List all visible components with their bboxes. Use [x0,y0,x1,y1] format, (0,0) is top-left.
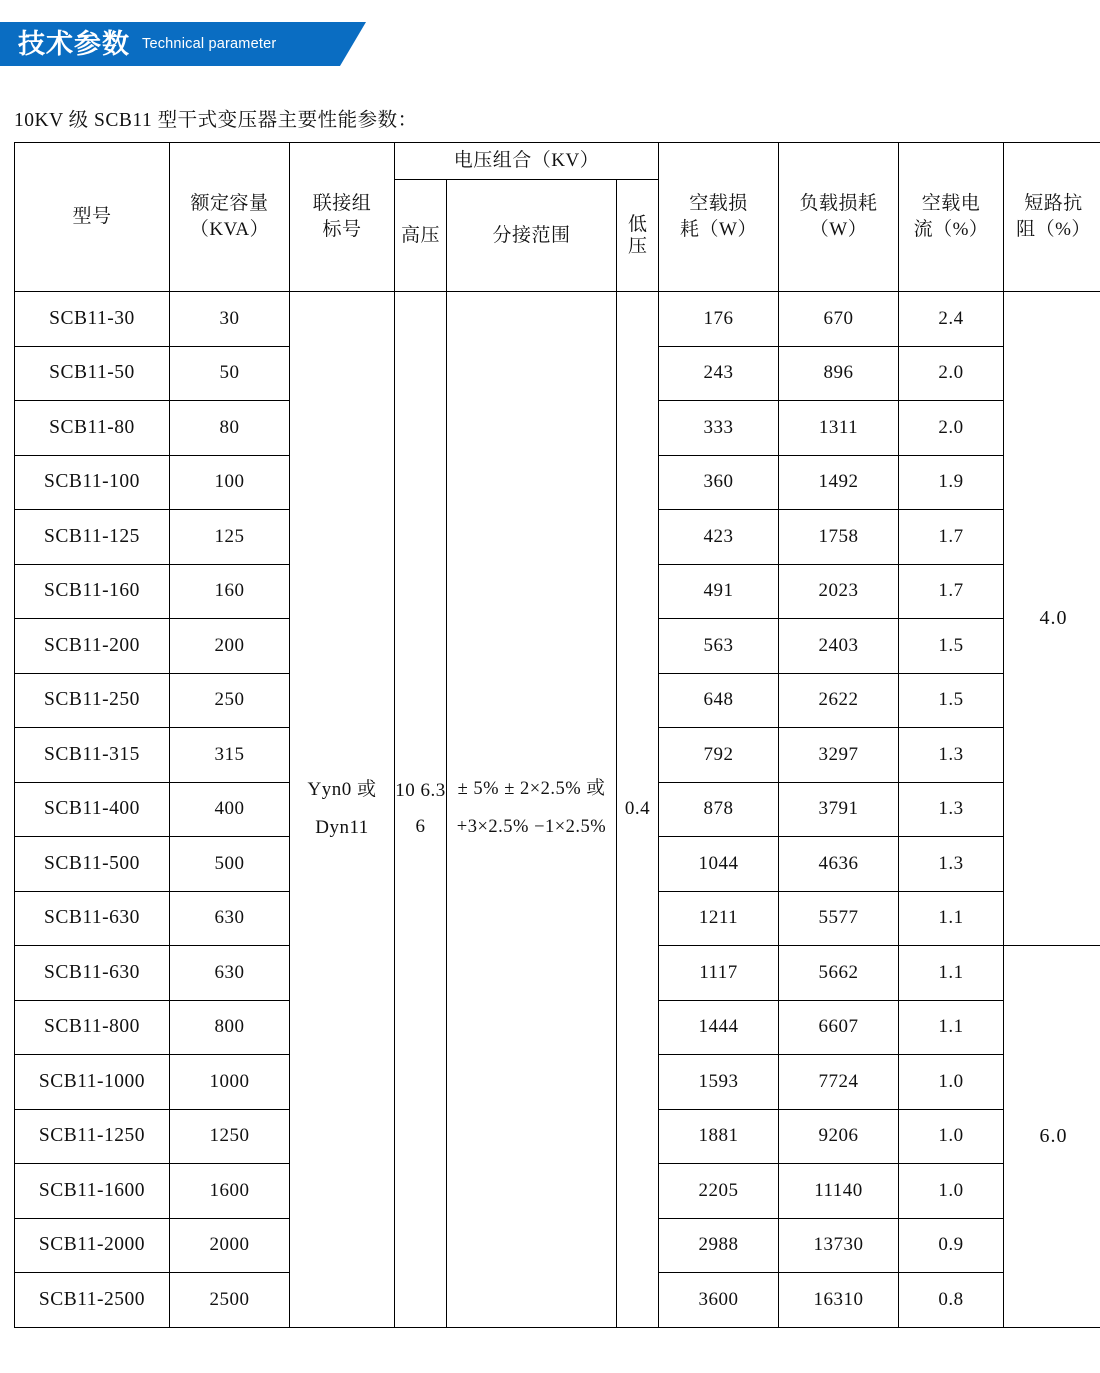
header-short-circuit-line1: 短路抗 [1024,193,1083,215]
cell-no-load-loss: 176 [659,292,779,347]
cell-no-load-loss: 648 [659,673,779,728]
header-rated-capacity [170,143,290,292]
cell-model: SCB11-250 [15,673,170,728]
cell-tap-range [447,292,617,1328]
connection-group-line2: 或 [356,779,377,801]
header-high-voltage: 高压 [395,180,447,292]
cell-no-load-loss: 2988 [659,1218,779,1273]
cell-capacity: 315 [170,728,290,783]
cell-no-load-current: 1.1 [899,1000,1004,1055]
cell-model: SCB11-315 [15,728,170,783]
cell-load-loss: 670 [779,292,899,347]
tap-range-line5: −1×2.5% [534,817,607,838]
cell-no-load-current: 2.4 [899,292,1004,347]
high-voltage-line1: 10 [395,780,416,802]
cell-load-loss: 1758 [779,510,899,565]
cell-no-load-loss: 1593 [659,1055,779,1110]
tap-range-line1: ± 5% [457,779,500,800]
header-low-voltage-char1: 低 [628,213,648,235]
cell-no-load-current: 0.8 [899,1273,1004,1328]
tap-range-line4: +3×2.5% [456,817,529,838]
page-header-banner [0,0,1100,88]
tap-range-line2: ± 2×2.5% [504,779,582,800]
cell-load-loss: 5662 [779,946,899,1001]
cell-no-load-current: 1.7 [899,564,1004,619]
header-load-loss [779,143,899,292]
cell-capacity: 80 [170,401,290,456]
cell-capacity: 2500 [170,1273,290,1328]
cell-load-loss: 1311 [779,401,899,456]
cell-no-load-loss: 563 [659,619,779,674]
cell-load-loss: 6607 [779,1000,899,1055]
cell-model: SCB11-1250 [15,1109,170,1164]
cell-no-load-loss: 1044 [659,837,779,892]
cell-no-load-loss: 878 [659,782,779,837]
cell-load-loss: 5577 [779,891,899,946]
cell-no-load-current: 1.3 [899,837,1004,892]
cell-capacity: 125 [170,510,290,565]
banner-title-en: Technical parameter [142,36,277,52]
header-connection-line2: 标号 [322,219,362,240]
cell-capacity: 160 [170,564,290,619]
cell-capacity: 250 [170,673,290,728]
cell-model: SCB11-200 [15,619,170,674]
spec-table-wrapper [14,142,1091,1328]
cell-model: SCB11-2000 [15,1218,170,1273]
cell-model: SCB11-30 [15,292,170,347]
header-load-loss-line1: 负载损耗 [799,193,878,215]
cell-no-load-current: 1.7 [899,510,1004,565]
cell-no-load-current: 1.1 [899,891,1004,946]
cell-no-load-current: 1.0 [899,1164,1004,1219]
table-row [15,292,1100,347]
header-load-loss-line2: （W） [809,219,868,240]
high-voltage-line3: 6 [415,816,426,838]
high-voltage-line2: 6.3 [420,780,446,802]
header-model: 型号 [15,143,170,292]
cell-no-load-current: 1.3 [899,782,1004,837]
cell-no-load-loss: 792 [659,728,779,783]
connection-group-line3: Dyn11 [315,817,369,839]
cell-model: SCB11-80 [15,401,170,456]
cell-model: SCB11-630 [15,891,170,946]
cell-no-load-loss: 1117 [659,946,779,1001]
cell-capacity: 100 [170,455,290,510]
table-head [15,143,1100,292]
cell-load-loss: 3791 [779,782,899,837]
cell-load-loss: 2403 [779,619,899,674]
banner-bar [0,22,340,66]
header-connection-line1: 联接组 [312,193,372,215]
header-no-load-current-line1: 空载电 [921,193,981,215]
tap-range-line3: 或 [586,779,606,800]
cell-model: SCB11-100 [15,455,170,510]
cell-no-load-current: 1.0 [899,1055,1004,1110]
cell-capacity: 630 [170,891,290,946]
cell-load-loss: 4636 [779,837,899,892]
cell-capacity: 800 [170,1000,290,1055]
cell-load-loss: 1492 [779,455,899,510]
cell-no-load-loss: 1211 [659,891,779,946]
header-no-load-current-line2: 流（%） [913,219,989,240]
cell-low-voltage: 0.4 [617,292,659,1328]
banner-title-cn: 技术参数 [18,28,130,60]
cell-no-load-current: 2.0 [899,346,1004,401]
cell-capacity: 1000 [170,1055,290,1110]
header-no-load-loss [659,143,779,292]
cell-load-loss: 13730 [779,1218,899,1273]
cell-load-loss: 3297 [779,728,899,783]
header-voltage-combination: 电压组合（KV） [395,143,659,180]
cell-no-load-current: 0.9 [899,1218,1004,1273]
cell-connection-group [290,292,395,1328]
cell-capacity: 2000 [170,1218,290,1273]
cell-no-load-loss: 491 [659,564,779,619]
header-rated-capacity-line2: （KVA） [189,219,270,240]
cell-impedance-group-1: 4.0 [1004,292,1100,946]
header-tap-range: 分接范围 [447,180,617,292]
header-row-1 [15,143,1100,180]
cell-no-load-current: 1.3 [899,728,1004,783]
cell-model: SCB11-50 [15,346,170,401]
cell-no-load-loss: 1444 [659,1000,779,1055]
cell-no-load-loss: 1881 [659,1109,779,1164]
header-no-load-loss-line2: 耗（W） [680,219,757,240]
cell-model: SCB11-630 [15,946,170,1001]
cell-load-loss: 896 [779,346,899,401]
cell-model: SCB11-2500 [15,1273,170,1328]
header-low-voltage-char2: 压 [628,235,648,257]
cell-capacity: 30 [170,292,290,347]
cell-model: SCB11-125 [15,510,170,565]
cell-load-loss: 11140 [779,1164,899,1219]
transformer-spec-table [14,142,1100,1328]
table-body [15,292,1100,1328]
cell-capacity: 50 [170,346,290,401]
cell-load-loss: 2622 [779,673,899,728]
cell-capacity: 630 [170,946,290,1001]
cell-load-loss: 16310 [779,1273,899,1328]
cell-impedance-group-2: 6.0 [1004,946,1100,1328]
cell-capacity: 500 [170,837,290,892]
cell-load-loss: 2023 [779,564,899,619]
header-short-circuit-line2: 阻（%） [1016,219,1091,240]
cell-no-load-current: 1.5 [899,619,1004,674]
cell-no-load-current: 1.0 [899,1109,1004,1164]
cell-no-load-current: 2.0 [899,401,1004,456]
header-low-voltage [617,180,659,292]
header-rated-capacity-line1: 额定容量 [190,193,269,215]
cell-model: SCB11-1600 [15,1164,170,1219]
table-caption: 10KV 级 SCB11 型干式变压器主要性能参数： [14,110,418,131]
cell-no-load-current: 1.9 [899,455,1004,510]
cell-no-load-current: 1.5 [899,673,1004,728]
connection-group-line1: Yyn0 [307,779,352,801]
cell-load-loss: 9206 [779,1109,899,1164]
cell-no-load-loss: 333 [659,401,779,456]
cell-capacity: 1600 [170,1164,290,1219]
cell-load-loss: 7724 [779,1055,899,1110]
header-short-circuit-impedance [1004,143,1100,292]
cell-model: SCB11-500 [15,837,170,892]
header-no-load-loss-line1: 空载损 [689,193,748,215]
header-no-load-current [899,143,1004,292]
header-connection-group [290,143,395,292]
cell-no-load-loss: 243 [659,346,779,401]
cell-no-load-loss: 2205 [659,1164,779,1219]
cell-no-load-current: 1.1 [899,946,1004,1001]
cell-capacity: 200 [170,619,290,674]
cell-no-load-loss: 360 [659,455,779,510]
cell-high-voltage [395,292,447,1328]
cell-model: SCB11-400 [15,782,170,837]
cell-no-load-loss: 3600 [659,1273,779,1328]
cell-no-load-loss: 423 [659,510,779,565]
cell-capacity: 400 [170,782,290,837]
cell-model: SCB11-800 [15,1000,170,1055]
cell-model: SCB11-160 [15,564,170,619]
cell-model: SCB11-1000 [15,1055,170,1110]
cell-capacity: 1250 [170,1109,290,1164]
